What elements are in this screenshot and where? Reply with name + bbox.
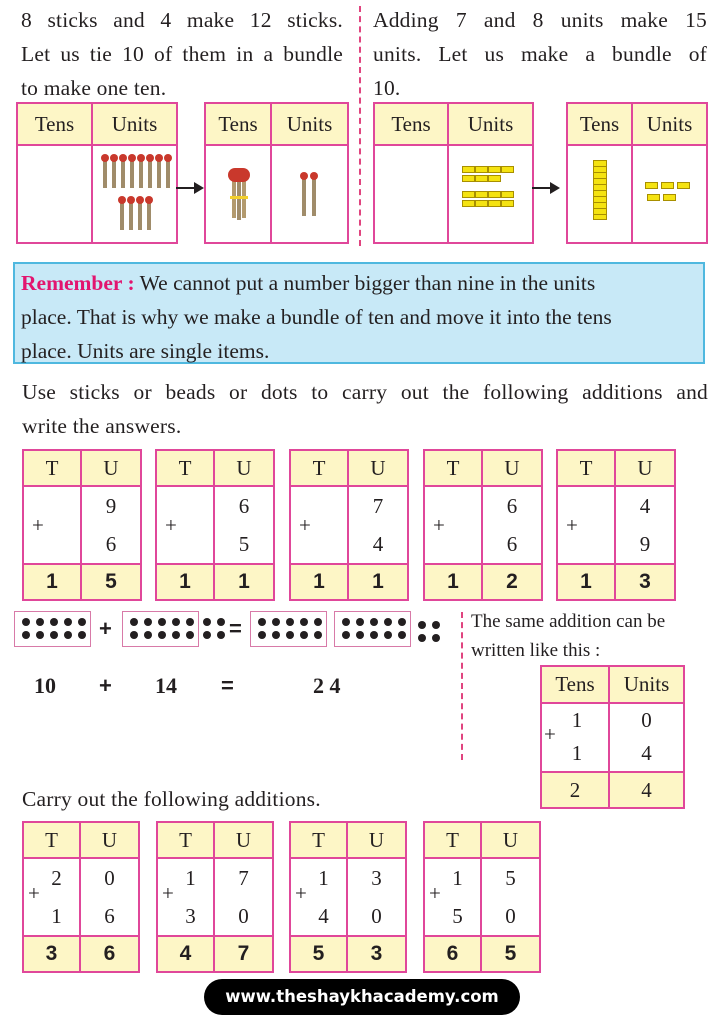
header-u: U [348, 450, 408, 486]
tens-input-cell[interactable] [424, 486, 482, 564]
dot-group-ten [14, 611, 91, 647]
header-units: Units [92, 103, 177, 145]
website-url-badge[interactable]: www.theshaykhacademy.com [204, 979, 520, 1015]
answer-tens[interactable]: 1 [557, 564, 615, 600]
top-units: 0 [104, 866, 115, 890]
units-cell-two-sticks [271, 145, 348, 243]
exercise1-instruction-line-2: write the answers. [22, 414, 182, 438]
top-units: 5 [505, 866, 516, 890]
bottom-tens: 4 [318, 904, 329, 928]
header-tens: Tens [205, 103, 271, 145]
arrow-right-icon [532, 187, 554, 189]
units-values-cell [214, 858, 273, 936]
matchstick-group-icon [93, 146, 176, 242]
tens-input-cell[interactable] [23, 486, 81, 564]
bottom-tens: 1 [571, 741, 583, 765]
top-tens: 1 [185, 866, 196, 890]
matchstick-pair-icon [272, 146, 347, 242]
answer-tens[interactable]: 1 [23, 564, 81, 600]
answer-units[interactable]: 6 [80, 936, 139, 972]
stick-bundle-icon [206, 146, 270, 242]
equals-sign: = [229, 616, 242, 641]
answer-tens[interactable]: 1 [290, 564, 348, 600]
top-tens: 1 [571, 708, 583, 732]
bottom-units: 6 [105, 532, 117, 556]
intro-right-line-2: units. Let us make a bundle of [373, 42, 707, 66]
top-units: 7 [372, 494, 384, 518]
plus-operator: + [165, 513, 177, 537]
exercise1-instruction [22, 375, 708, 443]
header-t: T [290, 822, 347, 858]
exercise1-table-4 [423, 449, 543, 601]
remember-keyword: Remember : [21, 271, 135, 295]
remember-line-3: place. Units are single items. [21, 339, 270, 363]
top-units: 6 [506, 494, 518, 518]
header-units: Units [448, 103, 533, 145]
ten-rod-icon [568, 146, 631, 242]
top-units: 6 [238, 494, 250, 518]
sticks-after-table [204, 102, 349, 244]
top-units: 7 [238, 866, 249, 890]
sticks-before-table [16, 102, 178, 244]
tens-values-cell [541, 703, 609, 772]
cubes-after-table [566, 102, 708, 244]
remember-callout [13, 262, 705, 364]
units-values-cell [80, 858, 139, 936]
plus-operator: + [32, 513, 44, 537]
header-u: U [347, 822, 406, 858]
intro-left-line-2: Let us tie 10 of them in a bundle [21, 42, 343, 66]
answer-units: 4 [609, 772, 684, 808]
header-t: T [424, 450, 482, 486]
units-values-cell [609, 703, 684, 772]
tens-cell-bundle [205, 145, 271, 243]
exercise1-table-3 [289, 449, 409, 601]
header-t: T [557, 450, 615, 486]
tens-cell-empty [17, 145, 92, 243]
plus-operator: + [544, 722, 556, 746]
arrow-right-icon [176, 187, 198, 189]
exercise1-table-1 [22, 449, 142, 601]
top-units: 3 [371, 866, 382, 890]
tens-values-cell [290, 858, 347, 936]
answer-units[interactable]: 1 [214, 564, 274, 600]
plus-operator: + [433, 513, 445, 537]
units-values-cell [481, 858, 540, 936]
answer-tens: 2 [541, 772, 609, 808]
plus-sign: + [99, 673, 112, 698]
bottom-units: 4 [372, 532, 384, 556]
plus-operator: + [295, 881, 307, 905]
header-u: U [615, 450, 675, 486]
header-t: T [424, 822, 481, 858]
units-cell-five-cubes [632, 145, 707, 243]
header-tens: Tens [567, 103, 632, 145]
plus-sign: + [99, 616, 112, 641]
units-values-cell [81, 486, 141, 564]
answer-units[interactable]: 2 [482, 564, 542, 600]
bottom-units: 0 [371, 904, 382, 928]
intro-left-line-3: to make one ten. [21, 76, 167, 100]
bottom-units: 0 [505, 904, 516, 928]
answer-tens[interactable]: 3 [23, 936, 80, 972]
header-u: U [481, 822, 540, 858]
tens-values-cell [424, 858, 481, 936]
dot-group-ten [250, 611, 327, 647]
header-t: T [290, 450, 348, 486]
bottom-units: 5 [238, 532, 250, 556]
plus-operator: + [429, 881, 441, 905]
header-u: U [214, 822, 273, 858]
units-values-cell [214, 486, 274, 564]
exercise2-table-2 [156, 821, 274, 973]
plus-operator: + [299, 513, 311, 537]
header-units: Units [632, 103, 707, 145]
sum-result: 2 4 [313, 673, 341, 698]
header-t: T [23, 822, 80, 858]
intro-left-line-1: 8 sticks and 4 make 12 sticks. [21, 8, 343, 32]
header-u: U [80, 822, 139, 858]
answer-units[interactable]: 3 [615, 564, 675, 600]
top-tens: 2 [51, 866, 62, 890]
addend-a: 10 [34, 673, 56, 698]
same-addition-line-1: The same addition can be [471, 611, 666, 632]
top-tens: 1 [452, 866, 463, 890]
units-cell-sticks [92, 145, 177, 243]
exercise1-instruction-line-1: Use sticks or beads or dots to carry out the following additions and [22, 380, 708, 404]
answer-tens[interactable]: 6 [424, 936, 481, 972]
section-divider [461, 612, 463, 760]
tens-input-cell[interactable] [156, 486, 214, 564]
top-units: 0 [641, 708, 652, 732]
equals-sign: = [221, 673, 234, 698]
plus-operator: + [162, 881, 174, 905]
dot-group-ten [122, 611, 199, 647]
bottom-tens: 5 [452, 904, 463, 928]
header-units: Units [271, 103, 348, 145]
units-values-cell [348, 486, 408, 564]
dot-group-ten [334, 611, 411, 647]
bottom-units: 4 [641, 741, 652, 765]
unit-cubes-icon [633, 146, 706, 242]
exercise2-table-3 [289, 821, 407, 973]
top-units: 9 [105, 494, 117, 518]
intro-right-line-3: 10. [373, 76, 401, 100]
answer-tens[interactable]: 1 [156, 564, 214, 600]
answer-units[interactable]: 5 [481, 936, 540, 972]
exercise2-instruction: Carry out the following additions. [22, 787, 321, 811]
dot-group-four [418, 621, 440, 642]
header-u: U [214, 450, 274, 486]
exercise1-table-2 [155, 449, 275, 601]
bottom-units: 6 [506, 532, 518, 556]
tens-input-cell[interactable] [557, 486, 615, 564]
bottom-units: 6 [104, 904, 115, 928]
header-t: T [23, 450, 81, 486]
exercise1-table-5 [556, 449, 676, 601]
same-addition-table [540, 665, 685, 809]
answer-tens[interactable]: 5 [290, 936, 347, 972]
tens-cell-empty [374, 145, 448, 243]
header-tens: Tens [541, 666, 609, 703]
top-tens: 1 [318, 866, 329, 890]
column-divider [359, 6, 361, 246]
bottom-tens: 3 [185, 904, 196, 928]
bottom-units: 9 [639, 532, 651, 556]
units-values-cell [347, 858, 406, 936]
plus-operator: + [566, 513, 578, 537]
exercise2-table-1 [22, 821, 140, 973]
header-t: T [156, 450, 214, 486]
exercise2-table-4 [423, 821, 541, 973]
addend-b: 14 [155, 673, 177, 698]
intro-right-text [373, 3, 707, 105]
header-units: Units [609, 666, 684, 703]
same-addition-text [471, 607, 665, 665]
cubes-before-table [373, 102, 534, 244]
bottom-units: 0 [238, 904, 249, 928]
header-tens: Tens [374, 103, 448, 145]
header-u: U [81, 450, 141, 486]
unit-cubes-icon [449, 146, 532, 242]
header-u: U [482, 450, 542, 486]
tens-input-cell[interactable] [290, 486, 348, 564]
header-t: T [157, 822, 214, 858]
same-addition-line-2: written like this : [471, 640, 601, 661]
top-units: 4 [639, 494, 651, 518]
remember-line-2: place. That is why we make a bundle of ten and move it into the tens [21, 305, 612, 329]
tens-values-cell [157, 858, 214, 936]
plus-operator: + [28, 881, 40, 905]
answer-units[interactable]: 5 [81, 564, 141, 600]
answer-tens[interactable]: 1 [424, 564, 482, 600]
units-values-cell [482, 486, 542, 564]
answer-units[interactable]: 1 [348, 564, 408, 600]
intro-left-text [21, 3, 343, 105]
dot-group-four [203, 618, 225, 639]
bottom-tens: 1 [51, 904, 62, 928]
tens-cell-rod [567, 145, 632, 243]
header-tens: Tens [17, 103, 92, 145]
intro-right-line-1: Adding 7 and 8 units make 15 [373, 8, 707, 32]
units-cell-cubes [448, 145, 533, 243]
units-values-cell [615, 486, 675, 564]
tens-values-cell [23, 858, 80, 936]
answer-tens[interactable]: 4 [157, 936, 214, 972]
remember-line-1: We cannot put a number bigger than nine in the units [134, 271, 596, 295]
answer-units[interactable]: 3 [347, 936, 406, 972]
answer-units[interactable]: 7 [214, 936, 273, 972]
